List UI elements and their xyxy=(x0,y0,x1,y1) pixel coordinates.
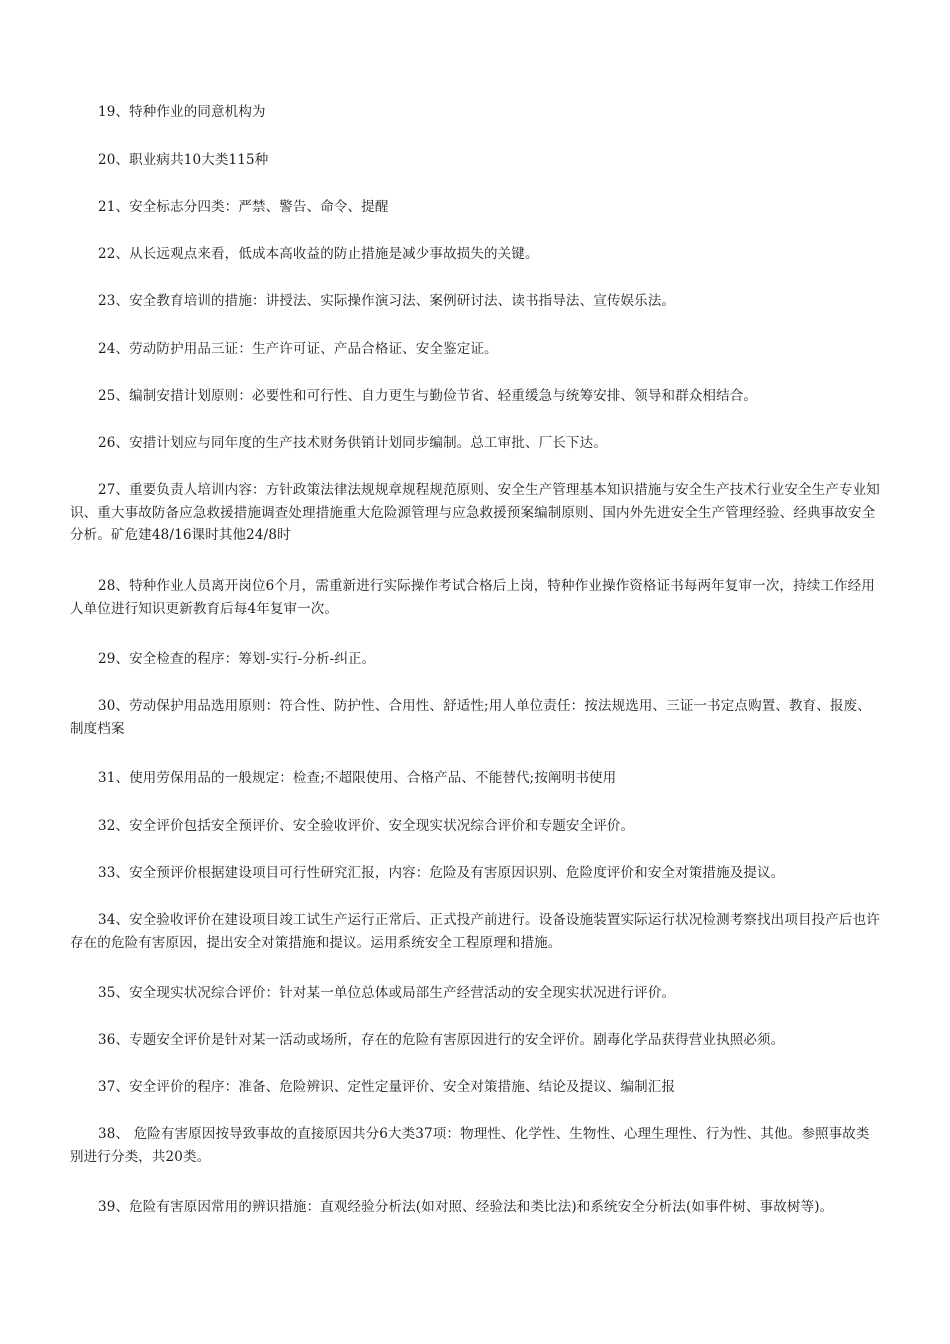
paragraph-27: 27、重要负责人培训内容：方针政策法律法规规章规程规范原则、安全生产管理基本知识措施与安全生产技术行业安全生产专业知识、重大事故防备应急救援措施调查处理措施重大危险源管理与应急救援预案编制原则、国内外先进安全生产管理经验、经典事故安全分析。矿危建48/16课时其他24/8时 xyxy=(70,482,880,543)
paragraph-22: 22、从长远观点来看，低成本高收益的防止措施是减少事故损失的关键。 xyxy=(98,246,539,262)
paragraph-31: 31、使用劳保用品的一般规定：检查;不超限使用、合格产品、不能替代;按阐明书使用 xyxy=(98,770,617,786)
paragraph-19: 19、特种作业的同意机构为 xyxy=(98,104,266,120)
paragraph-38: 38、 危险有害原因按导致事故的直接原因共分6大类37项：物理性、化学性、生物性、心理生理性、行为性、其他。参照事故类别进行分类，共20类。 xyxy=(70,1126,870,1165)
paragraph-24: 24、劳动防护用品三证：生产许可证、产品合格证、安全鉴定证。 xyxy=(98,341,498,357)
paragraph-20: 20、职业病共10大类115种 xyxy=(98,152,269,168)
paragraph-34: 34、安全验收评价在建设项目竣工试生产运行正常后、正式投产前进行。设备设施装置实际运行状况检测考察找出项目投产后也许存在的危险有害原因，提出安全对策措施和提议。运用系统安全工程原理和措施。 xyxy=(70,912,880,951)
paragraph-25: 25、编制安措计划原则：必要性和可行性、自力更生与勤俭节省、轻重缓急与统筹安排、领导和群众相结合。 xyxy=(98,388,758,404)
paragraph-29: 29、安全检查的程序：筹划-实行-分析-纠正。 xyxy=(98,651,376,667)
paragraph-26: 26、安措计划应与同年度的生产技术财务供销计划同步编制。总工审批、厂长下达。 xyxy=(98,435,607,451)
paragraph-39: 39、危险有害原因常用的辨识措施：直观经验分析法(如对照、经验法和类比法)和系统安全分析法(如事件树、事故树等)。 xyxy=(98,1199,834,1215)
paragraph-35: 35、安全现实状况综合评价：针对某一单位总体或局部生产经营活动的安全现实状况进行评价。 xyxy=(98,985,676,1001)
paragraph-37: 37、安全评价的程序：准备、危险辨识、定性定量评价、安全对策措施、结论及提议、编制汇报 xyxy=(98,1079,676,1095)
paragraph-28: 28、特种作业人员离开岗位6个月，需重新进行实际操作考试合格后上岗，特种作业操作资格证书每两年复审一次，持续工作经用人单位进行知识更新教育后每4年复审一次。 xyxy=(70,578,875,617)
paragraph-30: 30、劳动保护用品选用原则：符合性、防护性、合用性、舒适性;用人单位责任：按法规选用、三证一书定点购置、教育、报废、制度档案 xyxy=(70,698,871,737)
paragraph-36: 36、专题安全评价是针对某一活动或场所，存在的危险有害原因进行的安全评价。剧毒化学品获得营业执照必须。 xyxy=(98,1032,785,1048)
paragraph-33: 33、安全预评价根据建设项目可行性研究汇报，内容：危险及有害原因识别、危险度评价和安全对策措施及提议。 xyxy=(98,865,785,881)
paragraph-32: 32、安全评价包括安全预评价、安全验收评价、安全现实状况综合评价和专题安全评价。 xyxy=(98,818,635,834)
paragraph-23: 23、安全教育培训的措施：讲授法、实际操作演习法、案例研讨法、读书指导法、宣传娱乐法。 xyxy=(98,293,676,309)
paragraph-21: 21、安全标志分四类：严禁、警告、命令、提醒 xyxy=(98,199,389,215)
